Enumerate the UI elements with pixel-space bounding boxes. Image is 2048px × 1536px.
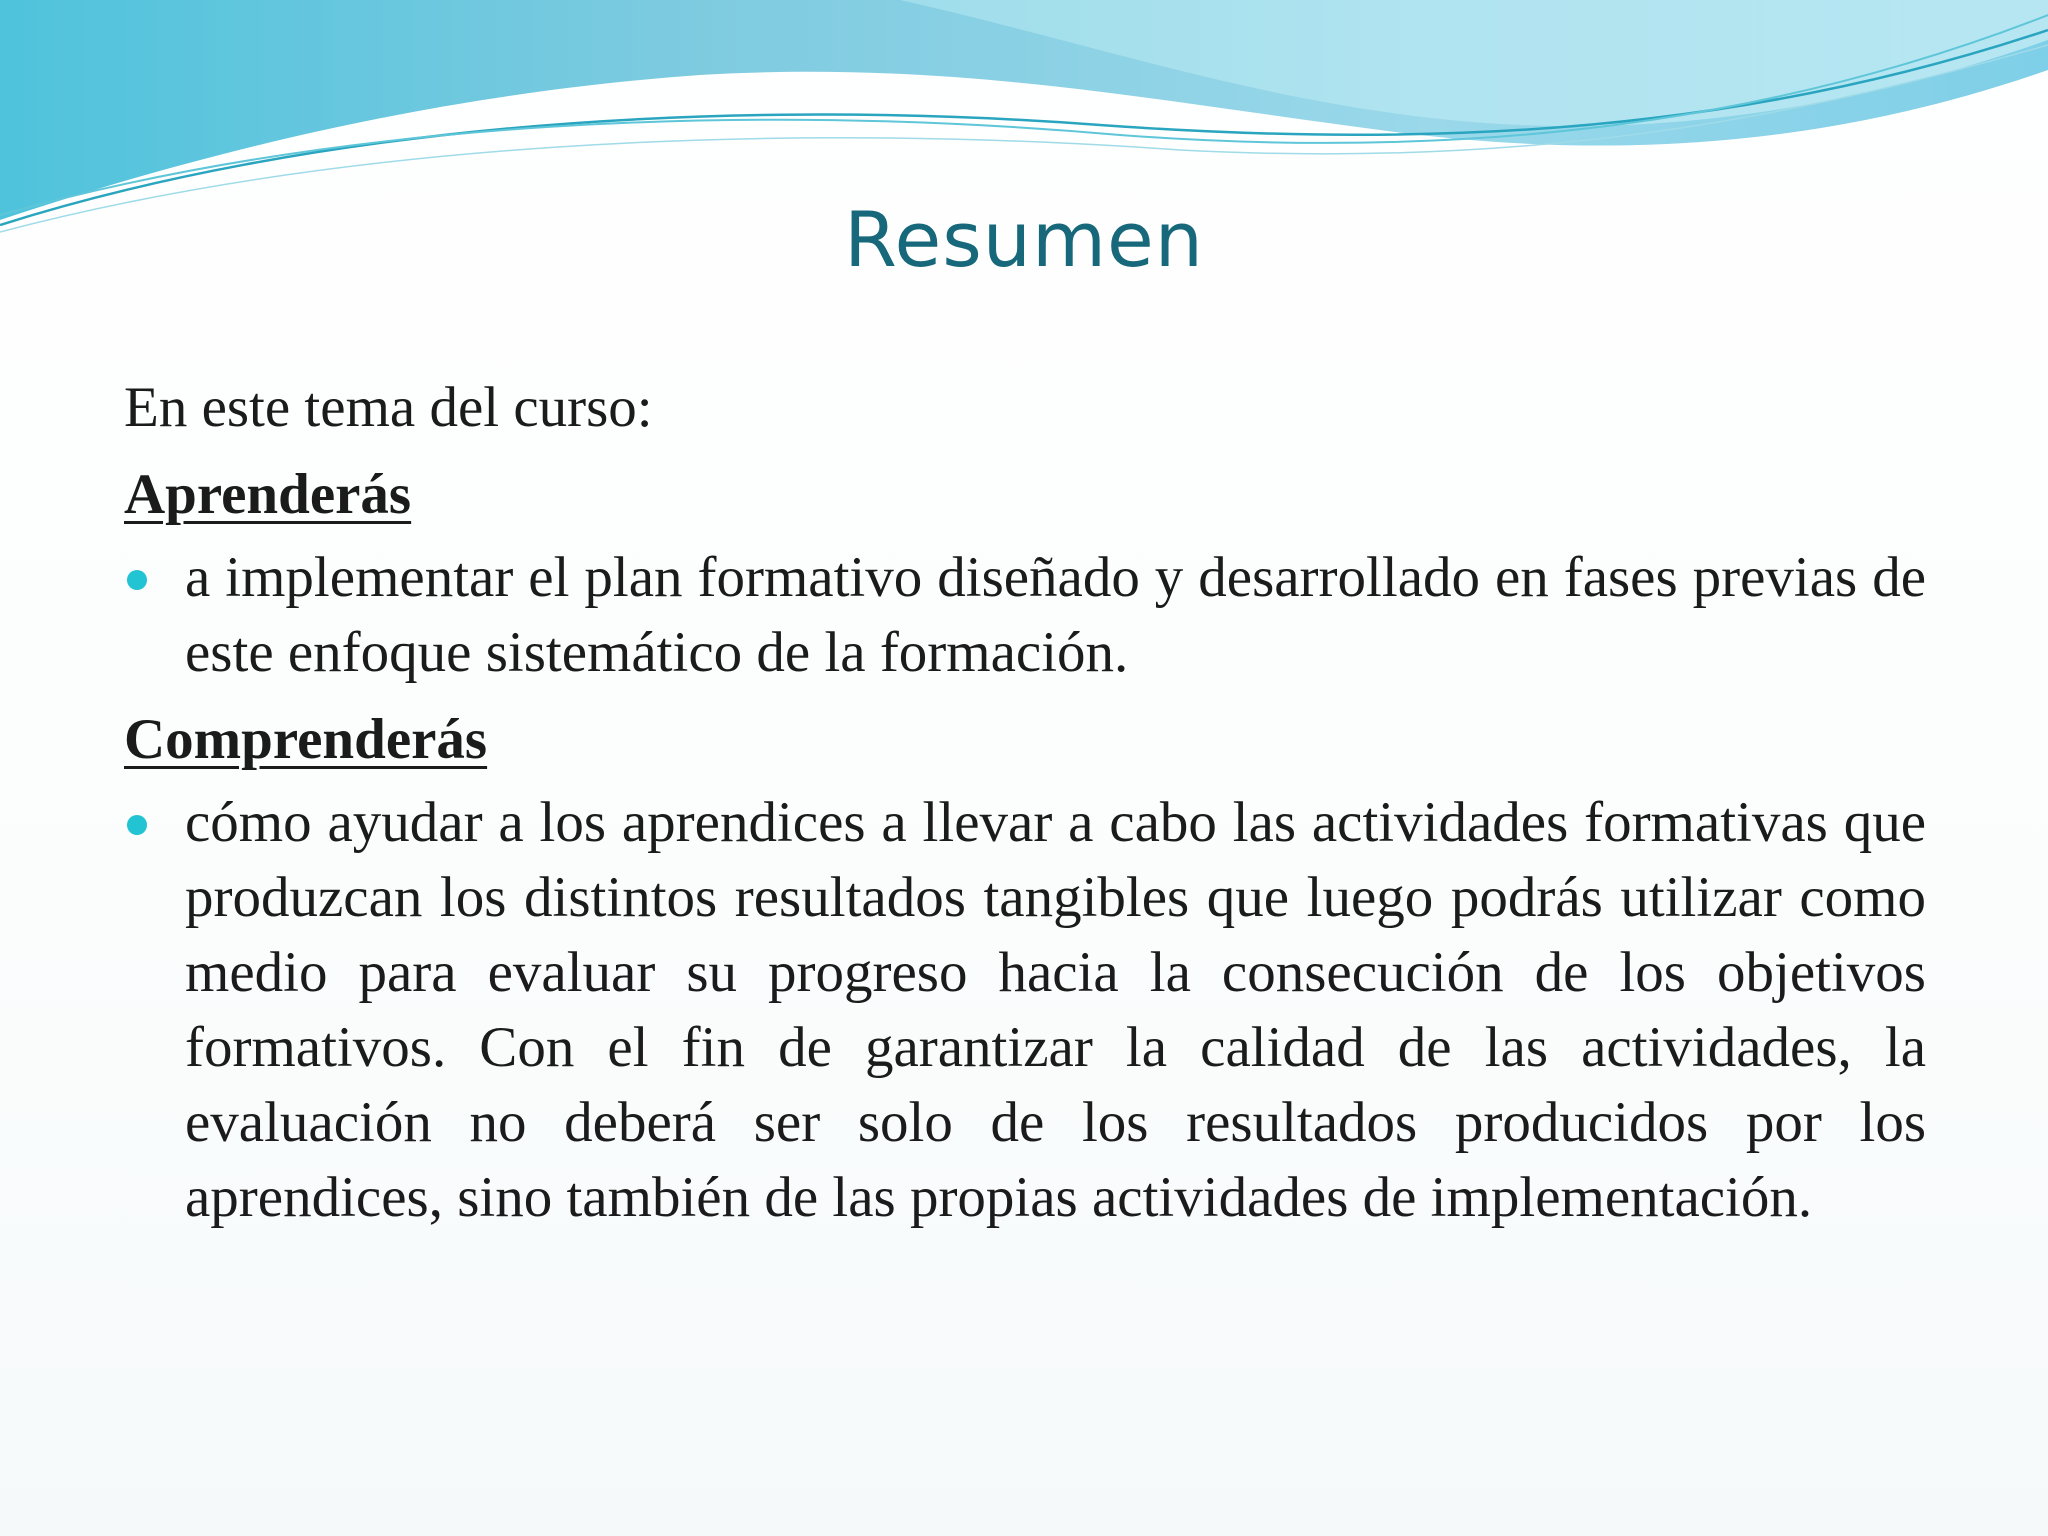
bullet-text: a implementar el plan formativo diseñado y desarrollado en fases previas de este enfoque sistemático de la formación. (185, 546, 1926, 684)
bullet-list-comprenderas (124, 785, 1926, 1235)
bullet-dot-icon (127, 570, 147, 590)
bullet-item (124, 785, 1926, 1235)
bullet-item (124, 540, 1926, 690)
slide-title: Resumen (844, 195, 1204, 284)
bullet-text: cómo ayudar a los aprendices a llevar a cabo las actividades formativas que produzcan los distintos resultados tangibles que luego podrás utilizar como medio para evaluar su progreso hacia la consecución de los objetivos formativos. Con el fin de garantizar la calidad de las actividades, la evaluación no deberá ser solo de los resultados producidos por los aprendices, sino también de las propias actividades de implementación. (185, 791, 1926, 1229)
bullet-list-aprenderas (124, 540, 1926, 690)
section-heading-comprenderas: Comprenderás (124, 708, 488, 771)
section-heading-aprenderas: Aprenderás (124, 463, 412, 526)
slide-body (124, 370, 1926, 1247)
intro-text: En este tema del curso: (124, 376, 653, 439)
bullet-dot-icon (127, 815, 147, 835)
